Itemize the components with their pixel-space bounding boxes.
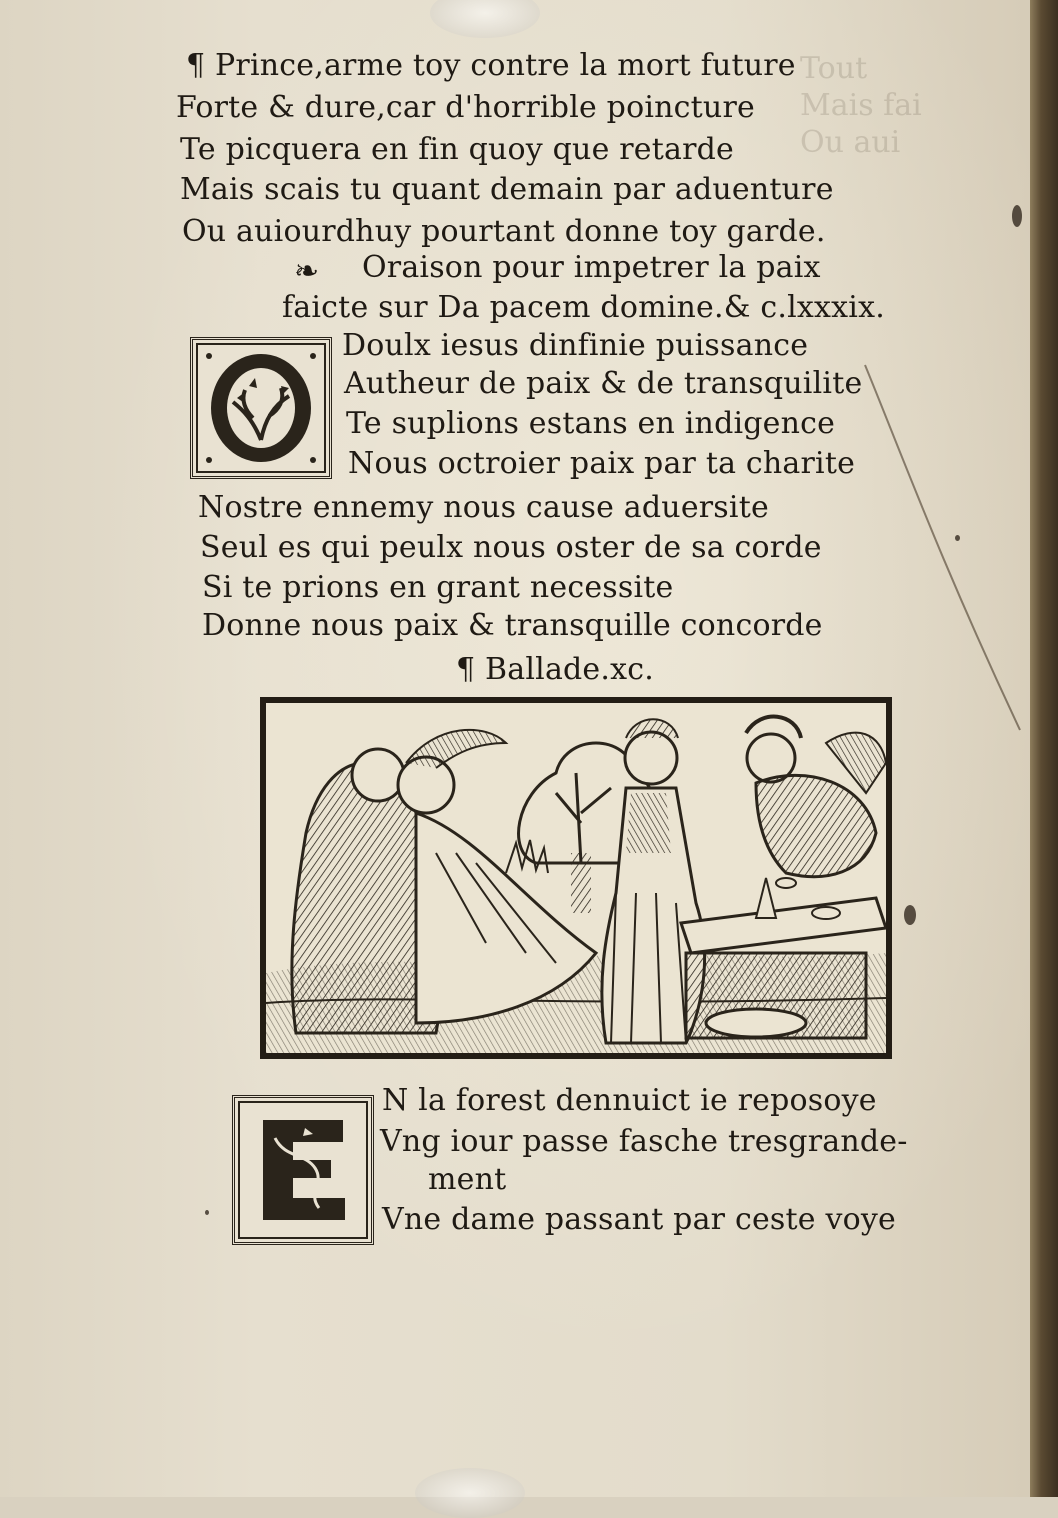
initial-e-ornament	[235, 1098, 371, 1242]
show-through-text: Tout Mais fai Ou aui	[800, 51, 922, 160]
woodcut-illustration	[260, 697, 892, 1059]
ballade-line-2: Vng iour passe fasche tresgrande-	[380, 1124, 908, 1159]
oraison-initial-line-4: Nous octroier paix par ta charite	[348, 446, 856, 481]
oraison-line-6: Seul es qui peulx nous oster de sa corde	[200, 530, 822, 565]
oraison-initial-line-1: Doulx iesus dinfinie puissance	[342, 328, 809, 363]
verse-line-3: Te picquera en fin quoy que retarde	[180, 132, 735, 167]
binding-hole	[904, 905, 916, 925]
verse-line-4: Mais scais tu quant demain par aduenture	[180, 172, 834, 207]
oraison-initial-line-3: Te suplions estans en indigence	[346, 406, 836, 441]
initial-o-ornament	[193, 340, 329, 476]
fleuron-icon: ❧	[294, 254, 320, 289]
tape-mark-bottom	[415, 1468, 525, 1518]
ink-mark	[205, 1210, 209, 1215]
ballade-line-4: Vne dame passant par ceste voye	[382, 1202, 896, 1237]
oraison-line-8: Donne nous paix & transquille concorde	[202, 608, 823, 643]
tape-mark-top	[430, 0, 540, 38]
verse-line-1: ¶ Prince,arme toy contre la mort future	[186, 48, 796, 83]
oraison-heading-1: Oraison pour impetrer la paix	[362, 250, 821, 285]
oraison-heading-2: faicte sur Da pacem domine.& c.lxxxix.	[282, 290, 885, 325]
verse-line-5: Ou auiourdhuy pourtant donne toy garde.	[182, 214, 826, 249]
oraison-line-7: Si te prions en grant necessite	[202, 570, 674, 605]
ballade-line-3: ment	[428, 1162, 507, 1197]
decorated-initial-o	[190, 337, 332, 479]
oraison-line-5: Nostre ennemy nous cause aduersite	[198, 490, 769, 525]
decorated-initial-e	[232, 1095, 374, 1245]
verse-line-2: Forte & dure,car d'horrible poincture	[176, 90, 755, 125]
page-crease	[860, 360, 1030, 740]
ballade-line-1: N la forest dennuict ie reposoye	[382, 1083, 877, 1118]
book-spine	[1030, 0, 1058, 1497]
binding-hole	[1012, 205, 1022, 227]
woodcut-scene	[266, 703, 886, 1053]
ballade-heading: ¶ Ballade.xc.	[456, 652, 654, 687]
oraison-initial-line-2: Autheur de paix & de transquilite	[344, 366, 863, 401]
